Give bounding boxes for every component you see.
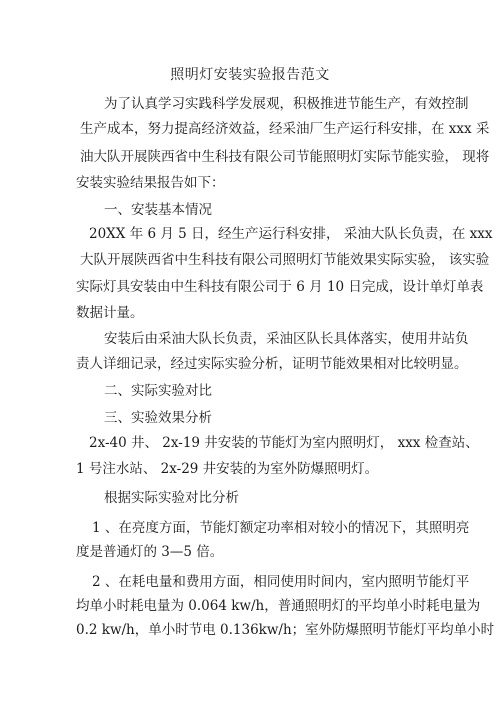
paragraph-line: 油大队开展陕西省中生科技有限公司节能照明灯实际节能实验， 现将 bbox=[80, 149, 490, 165]
paragraph-line: 度是普通灯的 3—5 倍。 bbox=[76, 544, 224, 560]
section-heading: 三、实验效果分析 bbox=[104, 410, 212, 426]
paragraph-line: 均单小时耗电量为 0.064 kw/h，普通照明灯的平均单小时耗电量为 bbox=[76, 598, 481, 614]
document-title: 照明灯安装实验报告范文 bbox=[170, 67, 330, 83]
paragraph-line: 为了认真学习实践科学发展观，积极推进节能生产，有效控制 bbox=[104, 96, 469, 112]
paragraph-line: 2x-40 井、 2x-19 井安装的节能灯为室内照明灯， xxx 检查站、 bbox=[89, 435, 479, 451]
paragraph-line: 数据计量。 bbox=[76, 305, 144, 321]
paragraph-line: 1 号注水站、 2x-29 井安装的为室外防爆照明灯。 bbox=[76, 461, 379, 477]
paragraph-line: 1 、在亮度方面，节能灯额定功率相对较小的情况下，其照明亮 bbox=[92, 520, 470, 536]
paragraph-line: 20XX 年 6 月 5 日，经生产运行科安排， 采油大队长负责，在 xxx bbox=[89, 226, 493, 242]
paragraph-line: 实际灯具安装由中生科技有限公司于 6 月 10 日完成，设计单灯单表 bbox=[76, 279, 484, 295]
paragraph-line: 安装实验结果报告如下： bbox=[76, 175, 225, 191]
paragraph-line: 0.2 kw/h，单小时节电 0.136kw/h；室外防爆照明节能灯平均单小时 bbox=[76, 622, 495, 638]
paragraph-line: 责人详细记录，经过实际实验分析，证明节能效果相对比较明显。 bbox=[76, 356, 468, 372]
section-heading: 二、实际实验对比 bbox=[104, 383, 212, 399]
section-heading: 一、安装基本情况 bbox=[104, 202, 212, 218]
paragraph-line: 大队开展陕西省中生科技有限公司照明灯节能效果实际实验， 该实验 bbox=[80, 252, 490, 268]
paragraph-line: 生产成本，努力提高经济效益，经采油厂生产运行科安排，在 xxx 采 bbox=[80, 121, 490, 137]
paragraph-line: 安装后由采油大队长负责，采油区队长具体落实，使用井站负 bbox=[104, 331, 469, 347]
paragraph-line: 根据实际实验对比分析 bbox=[104, 490, 239, 506]
paragraph-line: 2 、在耗电量和费用方面，相同使用时间内，室内照明节能灯平 bbox=[92, 574, 470, 590]
